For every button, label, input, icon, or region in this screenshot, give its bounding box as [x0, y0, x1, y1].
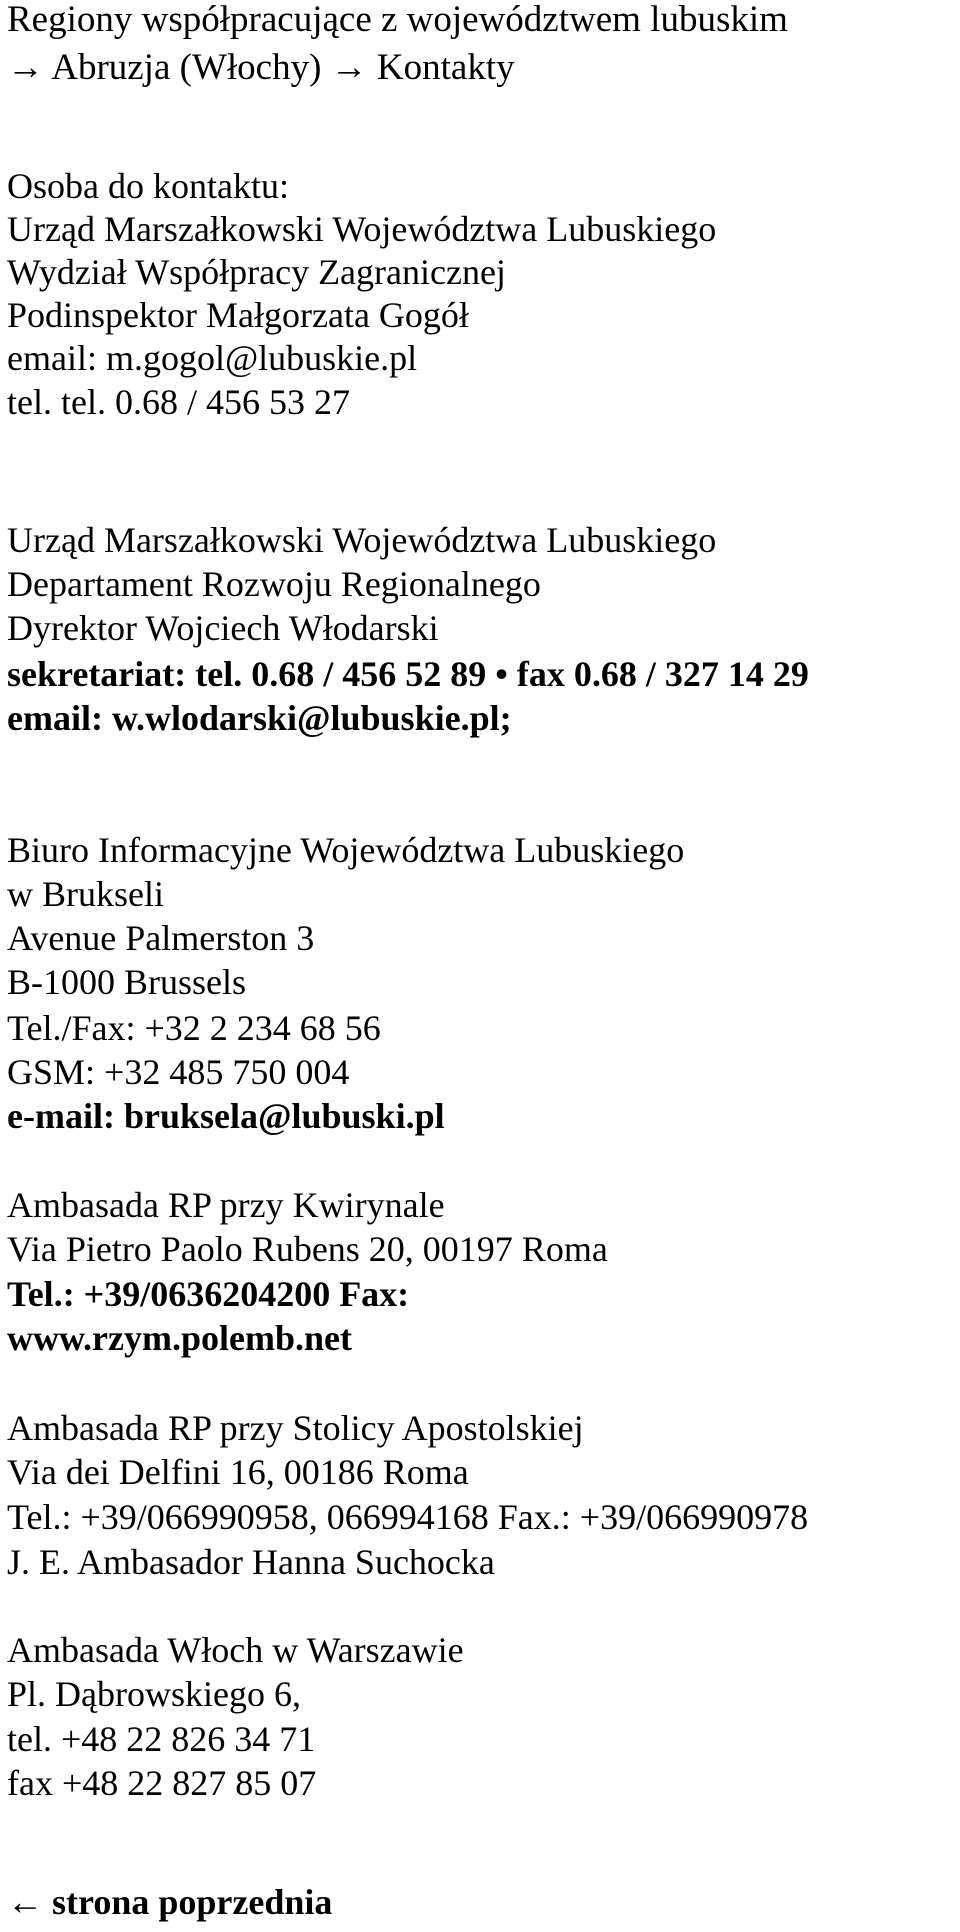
- holysee-phone: Tel.: +39/066990958, 066994168 Fax.: +39/066990978: [7, 1497, 809, 1537]
- quirinal-website: www.rzym.polemb.net: [7, 1318, 352, 1358]
- contact-office: Urząd Marszałkowski Województwa Lubuskiego: [7, 209, 717, 249]
- breadcrumb: [7, 46, 515, 90]
- italy-embassy-fax: fax +48 22 827 85 07: [7, 1763, 317, 1803]
- quirinal-address: Via Pietro Paolo Rubens 20, 00197 Roma: [7, 1229, 608, 1269]
- italy-embassy-address: Pl. Dąbrowskiego 6,: [7, 1674, 301, 1714]
- holysee-name: Ambasada RP przy Stolicy Apostolskiej: [7, 1408, 584, 1448]
- regional-director: Dyrektor Wojciech Włodarski: [7, 608, 439, 648]
- page-title: Regiony współpracujące z województwem lubuskim: [7, 0, 788, 40]
- contact-department: Wydział Współpracy Zagranicznej: [7, 252, 506, 292]
- previous-page-link[interactable]: [7, 1880, 332, 1924]
- regional-email: email: w.wlodarski@lubuskie.pl;: [7, 698, 512, 738]
- italy-embassy-phone: tel. +48 22 826 34 71: [7, 1719, 316, 1759]
- arrow-left-icon: ←: [7, 1882, 43, 1922]
- brussels-postcode: B-1000 Brussels: [7, 962, 247, 1002]
- brussels-name: Biuro Informacyjne Województwa Lubuskiego: [7, 830, 685, 870]
- brussels-telfax: Tel./Fax: +32 2 234 68 56: [7, 1008, 381, 1048]
- breadcrumb-current: Kontakty: [376, 47, 515, 88]
- arrow-right-icon: →: [7, 47, 44, 88]
- brussels-city: w Brukseli: [7, 874, 164, 914]
- brussels-gsm: GSM: +32 485 750 004: [7, 1052, 350, 1092]
- regional-office: Urząd Marszałkowski Województwa Lubuskiego: [7, 520, 717, 560]
- contact-phone: tel. tel. 0.68 / 456 53 27: [7, 382, 350, 422]
- brussels-email: e-mail: bruksela@lubuski.pl: [7, 1096, 445, 1136]
- arrow-right-icon: →: [330, 47, 368, 88]
- breadcrumb-region: Abruzja (Włochy): [51, 47, 322, 88]
- quirinal-name: Ambasada RP przy Kwirynale: [7, 1185, 445, 1225]
- italy-embassy-name: Ambasada Włoch w Warszawie: [7, 1630, 464, 1670]
- regional-phones: sekretariat: tel. 0.68 / 456 52 89 • fax 0.68 / 327 14 29: [7, 654, 809, 694]
- regional-department: Departament Rozwoju Regionalnego: [7, 564, 541, 604]
- brussels-street: Avenue Palmerston 3: [7, 918, 315, 958]
- contact-heading: Osoba do kontaktu:: [7, 166, 289, 206]
- contact-email: email: m.gogol@lubuskie.pl: [7, 338, 418, 378]
- previous-page-label: strona poprzednia: [52, 1882, 333, 1922]
- contact-person: Podinspektor Małgorzata Gogół: [7, 295, 469, 335]
- holysee-address: Via dei Delfini 16, 00186 Roma: [7, 1452, 469, 1492]
- quirinal-phone: Tel.: +39/0636204200 Fax:: [7, 1274, 410, 1314]
- holysee-ambassador: J. E. Ambasador Hanna Suchocka: [7, 1542, 495, 1582]
